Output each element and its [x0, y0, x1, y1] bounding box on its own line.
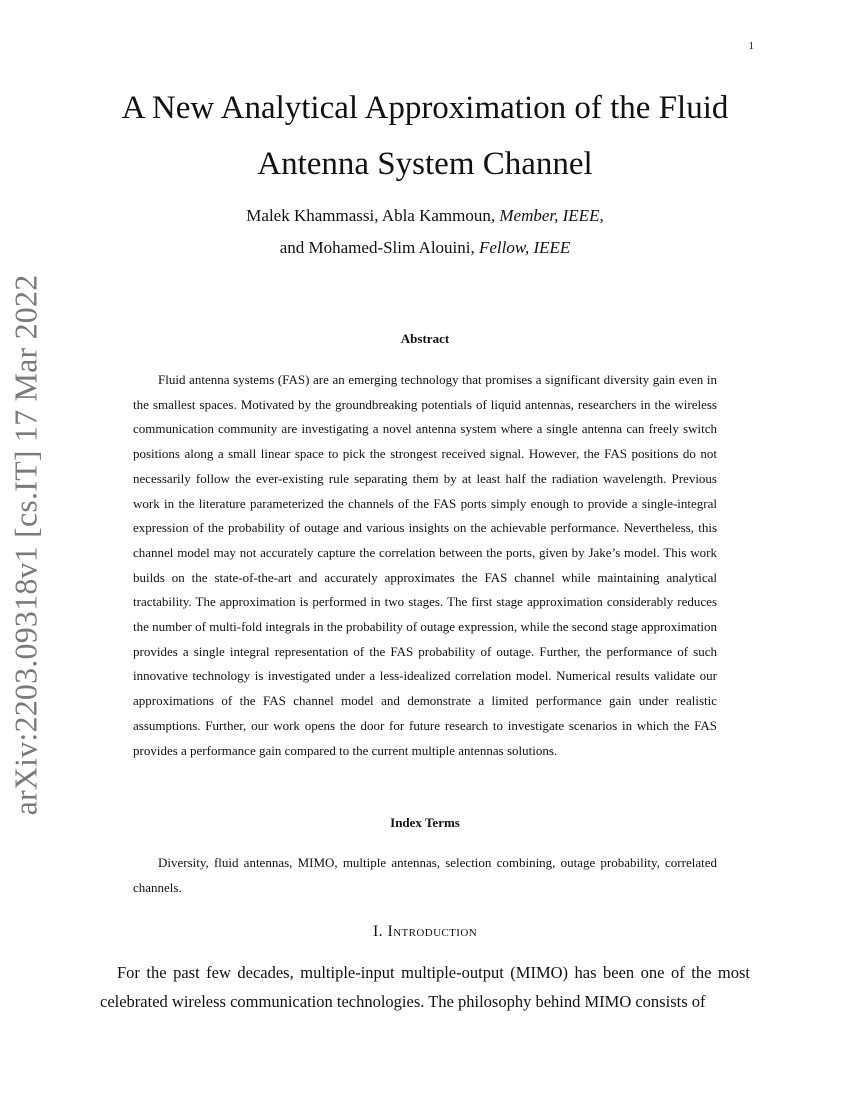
author-list: [0, 200, 850, 264]
author-line-1: [0, 200, 850, 232]
author-affiliation-1: Member, IEEE,: [499, 206, 604, 225]
title-line-1: A New Analytical Approximation of the Fluid: [121, 90, 729, 126]
arxiv-identifier-stamp[interactable]: arXiv:2203.09318v1 [cs.IT] 17 Mar 2022: [7, 274, 44, 816]
abstract-text: Fluid antenna systems (FAS) are an emerging technology that promises a significant diversity gain even in the smallest spaces. Motivated by the groundbreaking potentials of liquid antennas, researchers in the wireless communication community are investigating a novel antenna system where a single antenna can freely switch positions along a small linear space to pick the strongest received signal. However, the FAS positions do not necessarily follow the ever-existing rule separating them by at least half the radiation wavelength. Previous work in the literature parameterized the channels of the FAS ports simply enough to provide a single-integral expression of the probability of outage and various insights on the achievable performance. Nevertheless, this channel model may not accurately capture the correlation between the ports, given by Jake’s model. This work builds on the state-of-the-art and accurately approximates the FAS channel while maintaining analytical tractability. The approximation is performed in two stages. The first stage approximation considerably reduces the number of multi-fold integrals in the probability of outage expression, while the second stage approximation provides a single integral representation of the FAS probability of outage. Further, the performance of such innovative technology is investigated under a less-idealized correlation model. Numerical results validate our approximations of the FAS channel model and demonstrate a limited performance gain under realistic assumptions. Further, our work opens the door for future research to investigate scenarios in which the FAS provides a performance gain compared to the current multiple antennas solutions.: [133, 372, 717, 758]
author-affiliation-2: Fellow, IEEE: [479, 238, 571, 257]
author-line-2: [0, 232, 850, 264]
paper-title: [0, 80, 850, 192]
introduction-text: For the past few decades, multiple-input multiple-output (MIMO) has been one of the most celebrated wireless communication technologies. The philosophy behind MIMO consists of: [100, 963, 750, 1011]
author-names-2: and Mohamed-Slim Alouini,: [279, 238, 479, 257]
page-number: 1: [748, 40, 754, 52]
index-terms-text: Diversity, fluid antennas, MIMO, multiple antennas, selection combining, outage probability, correlated channels.: [133, 855, 717, 895]
author-names-1: Malek Khammassi, Abla Kammoun,: [246, 206, 500, 225]
index-terms-heading: Index Terms: [390, 815, 460, 830]
section-heading-introduction: I. Introduction: [372, 923, 478, 940]
title-line-2: Antenna System Channel: [257, 146, 593, 182]
abstract-heading: Abstract: [400, 331, 450, 346]
